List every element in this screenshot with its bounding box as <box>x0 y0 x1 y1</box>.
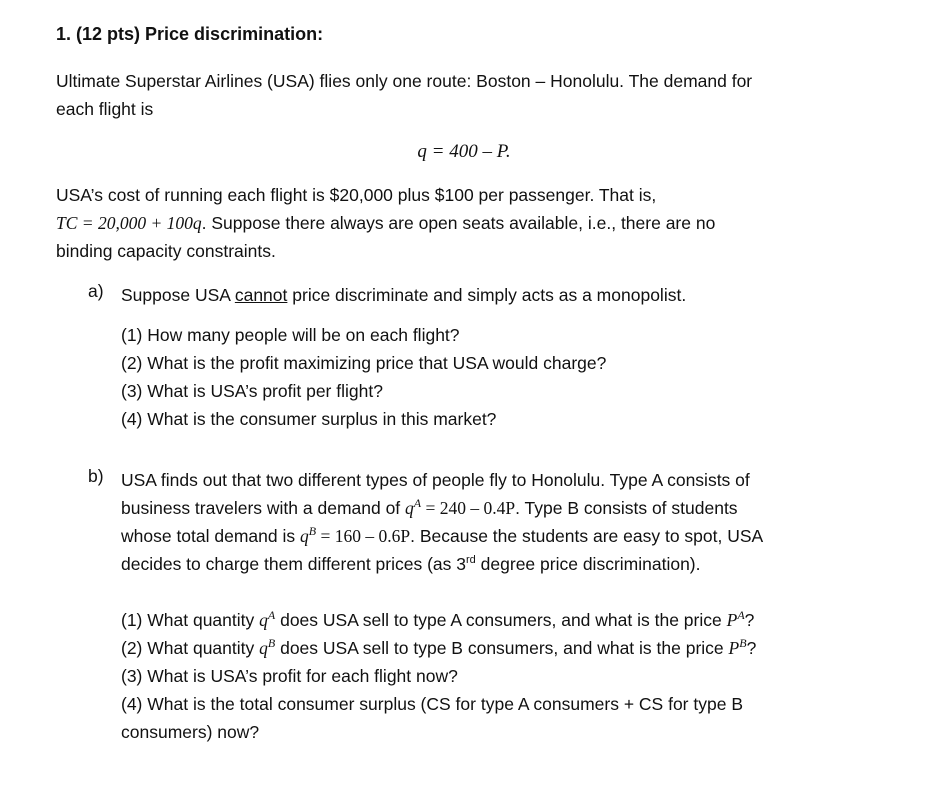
part-b-line-4 <box>121 550 881 578</box>
part-b-line-4-text: decides to charge them different prices (as 3 <box>121 554 467 574</box>
q2-text-a: (2) What quantity <box>121 638 255 658</box>
q2-price-var <box>729 638 747 658</box>
q1-text-b: does USA sell to type A consumers, and what is the price <box>280 610 722 630</box>
q2-psup: B <box>739 636 747 651</box>
demand-b-rhs: = 160 – 0.6P <box>320 526 411 546</box>
q2-var: q <box>259 638 268 658</box>
part-b-question-3: (3) What is USA’s profit for each flight now? <box>121 666 458 686</box>
part-a-label: a) <box>88 281 104 301</box>
q1-pvar: P <box>726 610 738 630</box>
part-a-questions <box>121 321 881 433</box>
q1-sup: A <box>267 608 276 623</box>
cost-line-3: binding capacity constraints. <box>56 241 276 261</box>
q1-text-a: (1) What quantity <box>121 610 255 630</box>
problem-heading: 1. (12 pts) Price discrimination: <box>56 24 324 44</box>
part-b-line-1: USA finds out that two different types of people fly to Honolulu. Type A consists of <box>121 470 750 490</box>
intro-paragraph <box>56 67 886 123</box>
demand-equation: q = 400 – P. <box>417 141 511 162</box>
part-a-question-2: (2) What is the profit maximizing price that USA would charge? <box>121 353 607 373</box>
cost-line-2 <box>56 209 886 237</box>
cost-line-1: USA’s cost of running each flight is $20,000 plus $100 per passenger. That is, <box>56 185 657 205</box>
cost-paragraph <box>56 181 886 265</box>
q2-pvar: P <box>728 638 740 658</box>
part-b-questions <box>121 606 881 746</box>
part-b-line-2 <box>121 494 881 522</box>
q2-sup: B <box>267 636 276 651</box>
demand-b-formula <box>300 526 410 546</box>
part-a-cannot: cannot <box>234 285 288 305</box>
cost-line-2-text: . Suppose there always are open seats available, i.e., there are no <box>201 213 716 233</box>
part-b-label: b) <box>88 466 104 486</box>
part-a-intro-after: price discriminate and simply acts as a monopolist. <box>292 285 687 305</box>
demand-a-sup: A <box>413 496 422 511</box>
part-a-intro <box>121 281 881 309</box>
part-b-question-4-line-2: consumers) now? <box>121 722 260 742</box>
part-b-line-2-end: . Type B consists of students <box>515 498 738 518</box>
tc-formula: TC = 20,000 + 100q <box>56 213 202 233</box>
q1-psup: A <box>737 608 745 623</box>
part-b-line-4-end: degree price discrimination). <box>480 554 701 574</box>
q1-end: ? <box>744 610 755 630</box>
part-b-question-4-line-1: (4) What is the total consumer surplus (CS for type A consumers + CS for type B <box>121 694 743 714</box>
part-a-intro-before: Suppose USA <box>121 285 230 305</box>
q2-text-b: does USA sell to type B consumers, and what is the price <box>280 638 724 658</box>
demand-a-rhs: = 240 – 0.4P <box>425 498 516 518</box>
intro-line-1: Ultimate Superstar Airlines (USA) flies only one route: Boston – Honolulu. The demand for <box>56 71 753 91</box>
part-b-question-1 <box>121 606 881 634</box>
ordinal-superscript: rd <box>466 554 476 567</box>
q1-quantity-var <box>259 610 275 630</box>
demand-b-sup: B <box>308 524 317 539</box>
part-b-line-3-text: whose total demand is <box>121 526 296 546</box>
q2-quantity-var <box>259 638 275 658</box>
part-b-question-2 <box>121 634 881 662</box>
part-b-intro <box>121 466 881 578</box>
demand-b-var: q <box>300 526 309 546</box>
intro-line-2: each flight is <box>56 99 154 119</box>
part-a-question-4: (4) What is the consumer surplus in this market? <box>121 409 497 429</box>
part-b-line-2-text: business travelers with a demand of <box>121 498 401 518</box>
part-a-question-3: (3) What is USA’s profit per flight? <box>121 381 383 401</box>
part-a-question-1: (1) How many people will be on each flight? <box>121 325 460 345</box>
demand-a-var: q <box>405 498 414 518</box>
q1-var: q <box>259 610 268 630</box>
part-b-line-3 <box>121 522 881 550</box>
q1-price-var <box>727 610 745 630</box>
demand-a-formula <box>405 498 515 518</box>
q2-end: ? <box>746 638 757 658</box>
part-b-line-3-end: . Because the students are easy to spot, USA <box>410 526 764 546</box>
